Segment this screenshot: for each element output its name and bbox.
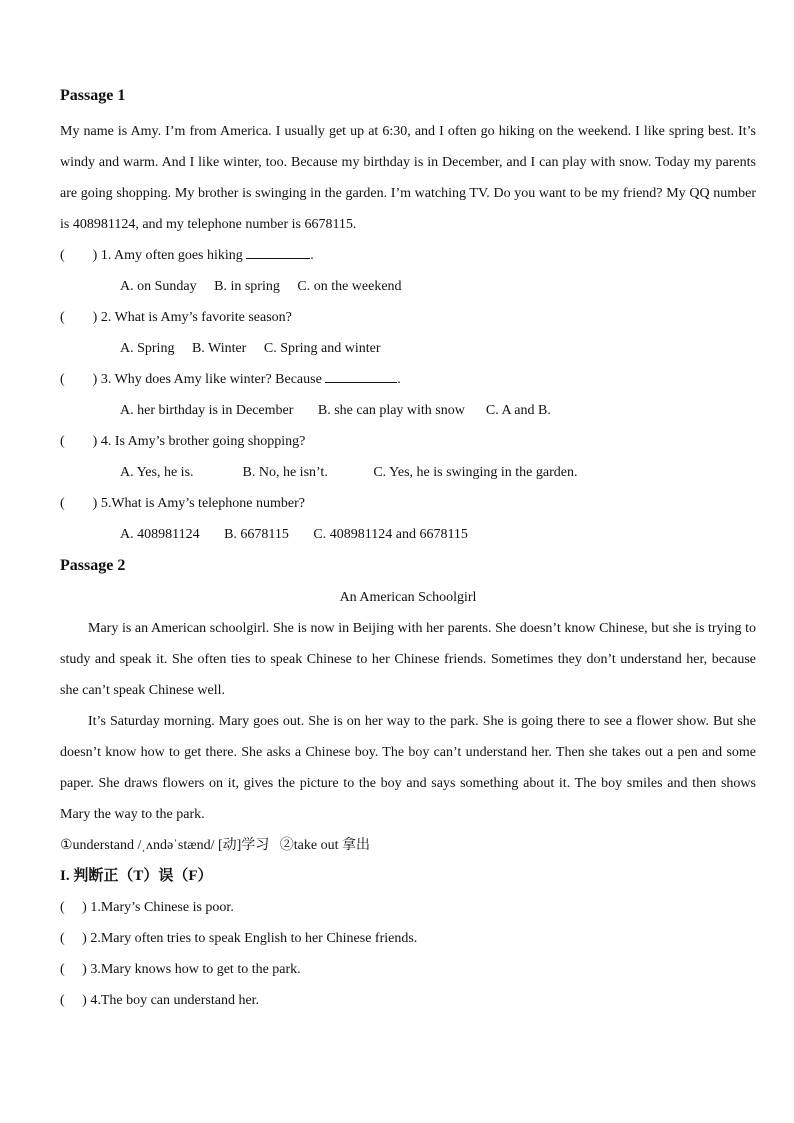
option-b: B. in spring [214,279,280,294]
option-a: A. on Sunday [120,279,197,294]
tf-item-text: 1.Mary’s Chinese is poor. [90,900,234,915]
answer-paren: ( ) [60,496,98,511]
option-b: B. No, he isn’t. [242,465,328,480]
answer-paren: ( ) [60,310,98,325]
answer-paren: ( ) [60,993,87,1008]
answer-paren: ( ) [60,248,98,263]
passage-1-heading: Passage 1 [60,87,126,104]
option-c: C. 408981124 and 6678115 [313,527,468,542]
answer-paren: ( ) [60,900,87,915]
question-1 [60,240,756,271]
option-c: C. Yes, he is swinging in the garden. [373,465,578,480]
answer-blank [325,368,397,383]
question-5 [60,488,756,519]
question-3-options [60,395,756,426]
answer-paren: ( ) [60,372,98,387]
tf-item-text: 3.Mary knows how to get to the park. [90,962,301,977]
question-1-options [60,271,756,302]
option-b: B. 6678115 [224,527,289,542]
question-4 [60,426,756,457]
option-c: C. A and B. [485,403,551,418]
tf-item-4 [60,985,756,1016]
question-2 [60,302,756,333]
answer-paren: ( ) [60,962,87,977]
question-3 [60,364,756,395]
option-b: B. Winter [191,341,247,356]
question-stem: 3. Why does Amy like winter? Because [100,372,326,387]
question-4-options [60,457,756,488]
option-a: A. Spring [120,341,175,356]
passage-2-title: An American Schoolgirl [339,590,477,605]
answer-paren: ( ) [60,434,98,449]
option-a: A. 408981124 [120,527,200,542]
answer-paren: ( ) [60,931,87,946]
question-end: . [310,248,314,263]
option-b: B. she can play with snow [317,403,465,418]
tf-item-2 [60,923,756,954]
option-a: A. Yes, he is. [120,465,194,480]
question-5-options [60,519,756,550]
question-stem: 4. Is Amy’s brother going shopping? [100,434,306,449]
question-stem: 2. What is Amy’s favorite season? [100,310,292,325]
tf-item-1 [60,892,756,923]
question-2-options [60,333,756,364]
passage-2-paragraph-1: Mary is an American schoolgirl. She is now in Beijing with her parents. She doesn’t know Chinese, but she is trying to study and speak it. She often ties to speak Chinese to her Chinese friends. Sometimes they don’t understand her, because she can’t speak Chinese well. [60,621,756,698]
option-c: C. Spring and winter [263,341,381,356]
passage-2-paragraph-2: It’s Saturday morning. Mary goes out. She is on her way to the park. She is going there to see a flower show. But she doesn’t know how to get there. She asks a Chinese boy. The boy can’t understand her. Then she takes out a pen and some paper. She draws flowers on it, gives the picture to the boy and says something about it. The boy smiles and then shows Mary the way to the park. [60,714,756,822]
passage-1-text: My name is Amy. I’m from America. I usually get up at 6:30, and I often go hiking on the weekend. I like spring best. It’s windy and warm. And I like winter, too. Because my birthday is in December, and I can play with snow. Today my parents are going shopping. My brother is swinging in the garden. I’m watching TV. Do you want to be my friend? My QQ number is 408981124, and my telephone number is 6678115. [60,124,756,232]
tf-item-text: 2.Mary often tries to speak English to her Chinese friends. [90,931,418,946]
option-a: A. her birthday is in December [120,403,294,418]
question-stem: 1. Amy often goes hiking [100,248,247,263]
option-c: C. on the weekend [297,279,402,294]
question-stem: 5.What is Amy’s telephone number? [100,496,305,511]
tf-item-3 [60,954,756,985]
vocabulary-note: ①understand /ˌʌndəˈstænd/ [动]学习 ②take out 拿出 [60,838,371,853]
tf-item-text: 4.The boy can understand her. [90,993,260,1008]
section-1-title: I. 判断正（T）误（F） [60,868,213,884]
worksheet-page [60,84,756,1016]
passage-2-heading: Passage 2 [60,557,126,574]
question-end: . [397,372,401,387]
answer-blank [246,244,310,259]
